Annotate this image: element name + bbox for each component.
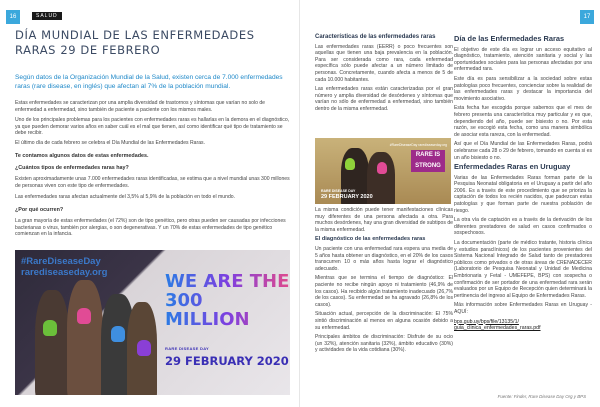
heading-characteristics: Características de las enfermedades raras bbox=[315, 34, 436, 40]
heading-day: Día de las Enfermedades Raras bbox=[454, 34, 565, 43]
heading-data: Te contamos algunos datos de estas enfermedades. bbox=[15, 153, 149, 159]
paragraph-areas: Principales ámbitos de discriminación: Disfrute de su ocio (un 32%), atención sanitaria (32%), ámbito educativo (30%) y actividades de la vida cotidiana (30%). bbox=[315, 334, 453, 354]
paragraph-more-info: Más información sobre Enfermedades Raras en Uruguay - AQUÍ: bbox=[454, 302, 592, 315]
paragraph-documentation: La documentación (parte de médico tratante, historia clínica y estudios paraclínicos) de los pacientes provenientes del Sistema Nacional Integrado de Salud tanto de prestadores públicos como privados o de otras áreas de CRENADECER (Laboratorio de Pesquisa Neonatal y Unidad de Medicina Embrionaria y Fetal - UMEFEPE, BPS) con sospecha o confirmación de ser portador de una enfermedad rara serán evaluados por un Equipo de Recepción quien determinará la pertinencia del ingreso al Equipo de Enfermedades Raras. bbox=[454, 240, 592, 299]
paragraph-leap-year: Así que el Día Mundial de las Enfermedades Raras, podrá celebrarse cada 28 o 29 de febrero, tomando en cuenta si es un año bisiesto o no. bbox=[454, 141, 592, 161]
article-lead: Según datos de la Organización Mundial de la Salud, existen cerca de 7.000 enfermedades raras (rare disease, en inglés) que afectan al 7% de la población mundial. bbox=[15, 74, 283, 90]
painted-hand bbox=[111, 326, 125, 342]
paragraph-meanwhile: Mientras que se termina el tiempo de diagnóstico: El paciente no recibe ningún apoyo ni tratamiento (46,9% de los casos). Ha recibido algún tratamiento inadecuado (26,7% de los casos). Su enfermedad se ha agravado (26,8% de los casos). bbox=[315, 275, 453, 308]
heading-diagnosis: El diagnóstico de las enfermedades raras bbox=[315, 236, 426, 243]
source-credit: Fuente: Finder, Rare Disease Day Org y BPS bbox=[497, 394, 586, 399]
painted-hand bbox=[377, 162, 387, 174]
column-characteristics bbox=[315, 34, 453, 116]
poster-slogan: WE ARE THE 300 MILLION bbox=[165, 271, 290, 330]
photo-hashtag: #RareDiseaseDay rarediseaseday.org bbox=[389, 143, 447, 147]
poster-event-date: 29 FEBRUARY 2020 bbox=[165, 354, 289, 368]
paragraph-objective: El objetivo de este día es lograr un acceso equitativo al diagnóstico, tratamiento, atención sanitaria y social y las oportunidades sociales para las personas afectadas por una enfermedad rara. bbox=[454, 46, 592, 73]
rare-is-strong-photo bbox=[315, 138, 451, 204]
paragraph-diversity: Las enfermedades raras están caracterizadas por el gran número y amplia diversidad de desórdenes y síntomas que varían no sólo de enfermedad a enfermedad, sino también dentro de la misma enfermedad. bbox=[315, 86, 453, 112]
question-causes: ¿Por qué ocurren? bbox=[15, 207, 64, 213]
page-number-right: 17 bbox=[580, 10, 594, 24]
paragraph-date: El último día de cada febrero se celebra el Día Mundial de las Enfermedades Raras. bbox=[15, 140, 205, 146]
paragraph-awareness: Este día es para sensibilizar a la sociedad sobre estas patologías poco frecuentes, concienciar sobre la realidad de las enfermedades raras y destacar la importancia del movimiento asociativo. bbox=[454, 75, 592, 102]
section-tag: SALUD bbox=[32, 12, 62, 20]
paragraph-intro: Estas enfermedades se caracterizan por una amplia diversidad de trastornos y síntomas que varían no solo de enfermedad a enfermedad, sino también de paciente a paciente con los mismos males. bbox=[15, 100, 266, 113]
paragraph-types: Existen aproximadamente unas 7.000 enfermedades raras identificadas, se estima que a nivel mundial unas 300 millones de personas viven con este tipo de enfermedades. bbox=[15, 176, 290, 189]
question-types: ¿Cuántos tipos de enfermedades raras hay? bbox=[15, 165, 129, 171]
paragraph-referral: La otra vía de captación es a través de la derivación de los diferentes prestadores de salud en casos confirmados o sospechosos. bbox=[454, 217, 592, 237]
article-title: DÍA MUNDIAL DE LAS ENFERMEDADES RARAS 29 DE FEBRERO bbox=[15, 28, 255, 57]
page-number-left: 16 bbox=[6, 10, 20, 24]
paragraph-diagnosis: Uno de los principales problemas para los pacientes con enfermedades raras es hallarlas en la demora en el diagnóstico, ya que pueden demorar varios años en saber cuál es el mal que tienen, así como identificar qué tipo de tratamiento se debe recibir. bbox=[15, 117, 290, 137]
guide-link[interactable]: bps.gub.uy/bps/file/13135/1/ guia_clinica_enfermedades_raras.pdf bbox=[454, 318, 541, 332]
paragraph-screening: Varias de las Enfermedades Raras forman parte de la Pesquisa Neonatal obligatoria en el Uruguay a partir del año 2006. Es a través de este procedimiento que se prioriza la captación de todos los recién nacidos, que padezcan estas patologías y que forman parte de nuestra población de riesgo. bbox=[454, 174, 592, 214]
painted-hand bbox=[345, 158, 355, 170]
column-diagnosis bbox=[315, 207, 453, 357]
rare-is-strong-badge: RARE IS STRONG bbox=[411, 150, 445, 172]
paragraph-percent: Las enfermedades raras afectan actualmente del 3,5% al 5,9% de la población en todo el mundo. bbox=[15, 194, 236, 200]
paragraph-manifestations: La misma condición puede tener manifestaciones clínicas muy diferentes de una persona afectada a otra. Para muchos desórdenes, hay una gran diversidad de subtipos de la misma enfermedad. bbox=[315, 207, 453, 233]
painted-hand bbox=[137, 340, 151, 356]
heading-uruguay: Enfermedades Raras en Uruguay bbox=[454, 162, 571, 172]
paragraph-definition: Las enfermedades raras (EERR) o poco frecuentes son aquellas que tienen una baja prevalencia en la población. Para ser considerada como rara, cada enfermedad específica sólo puede afectar a un número limitado de personas. Concretamente, cuando afecta a menos de 5 de cada 10.000 habitantes. bbox=[315, 43, 453, 83]
paragraph-discrimination: Situación actual, percepción de la discriminación: El 75% sintió discriminación al menos en alguna ocasión debido a su enfermedad. bbox=[315, 311, 453, 331]
column-day bbox=[454, 34, 592, 332]
painted-hand bbox=[43, 320, 57, 336]
person-figure bbox=[67, 280, 103, 395]
rare-disease-day-poster bbox=[15, 250, 290, 395]
painted-hand bbox=[77, 308, 91, 324]
paragraph-wait: Un paciente con una enfermedad rara espera una media de 5 años hasta obtener un diagnóstico, en el 20% de los casos transcurren 10 o más años hasta lograr el diagnóstico adecuado. bbox=[315, 245, 453, 272]
paragraph-causes: La gran mayoría de estas enfermedades (el 72%) son de tipo genético, pero otras pueden ser causadas por infecciones bacterianas o virus, también por alergias, o son degenerativas. Y un 70% de estas enfermedades de tipo genético comienzan en la infancia. bbox=[15, 218, 286, 238]
photo-event: RARE DISEASE DAY 29 FEBRUARY 2020 bbox=[321, 189, 373, 200]
paragraph-february: Esta fecha fue escogida porque sabemos que el mes de febrero presenta una característica muy particular y es que, dependiendo del año, puede ser bisiesto o no. Por esta razón, se escogió esta fecha, como una manera simbólica de asociar esta rareza, con la enfermedad. bbox=[454, 105, 592, 138]
poster-event-name: RARE DISEASE DAY bbox=[165, 346, 209, 351]
person-figure bbox=[35, 290, 69, 395]
poster-hashtag: #RareDiseaseDay rarediseaseday.org bbox=[21, 256, 108, 278]
